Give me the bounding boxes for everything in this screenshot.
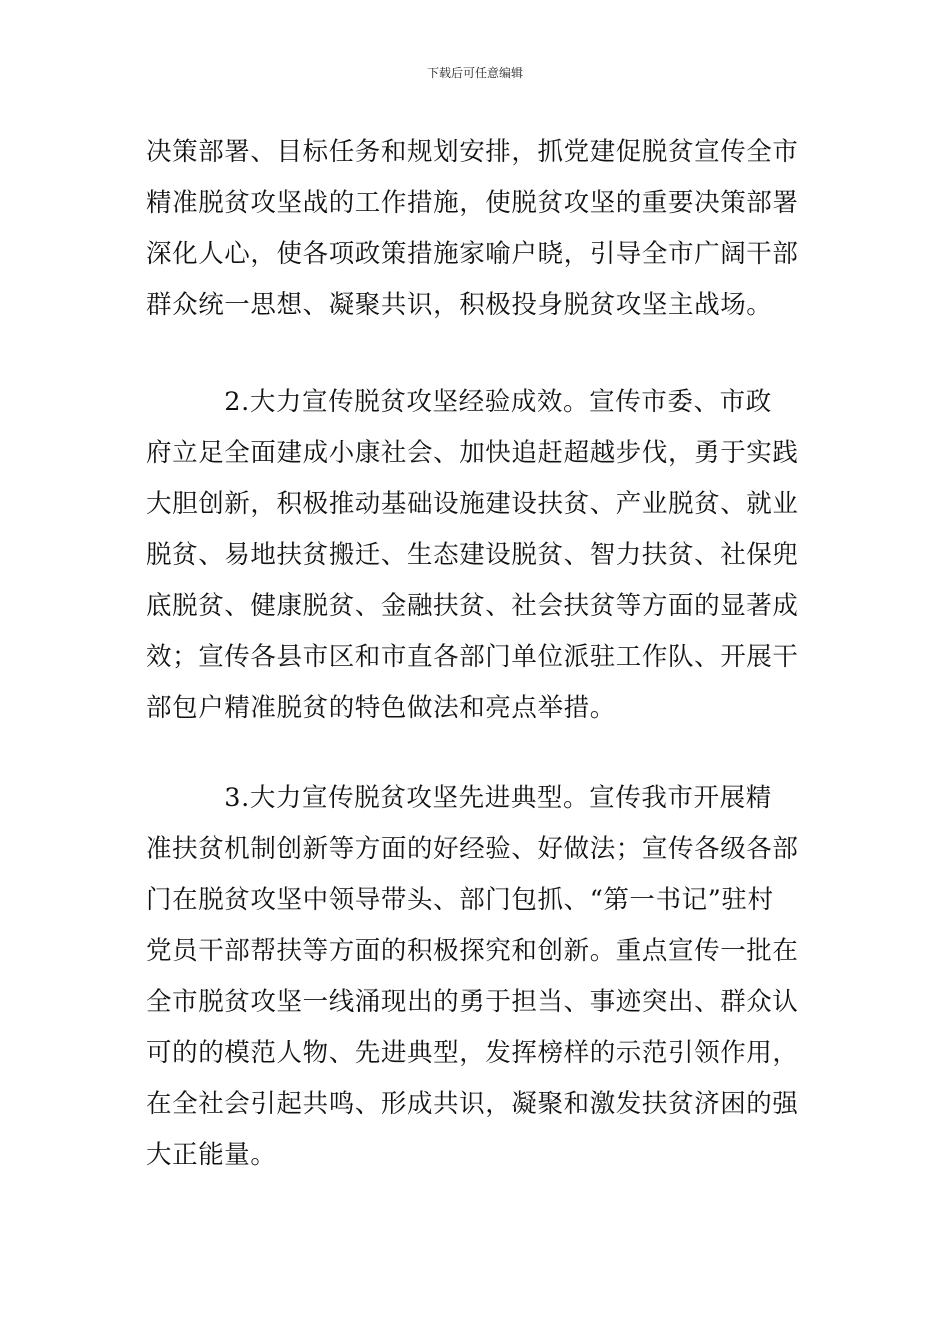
text-line: 效；宣传各县市区和市直各部门单位派驻工作队、开展干 xyxy=(146,642,799,672)
text-line: 2.大力宣传脱贫攻坚经验成效。宣传市委、市政 xyxy=(146,387,772,417)
paragraph-3 xyxy=(146,773,808,1181)
text-line: 3.大力宣传脱贫攻坚先进典型。宣传我市开展精 xyxy=(146,783,772,813)
text-line: 深化人心，使各项政策措施家喻户晓，引导全市广阔干部 xyxy=(146,239,799,269)
text-line: 决策部署、目标任务和规划安排，抓党建促脱贫宣传全市 xyxy=(146,137,799,167)
text-line: 党员干部帮扶等方面的积极探究和创新。重点宣传一批在 xyxy=(146,936,799,966)
text-line: 部包户精准脱贫的特色做法和亮点举措。 xyxy=(146,693,616,723)
text-line: 全市脱贫攻坚一线涌现出的勇于担当、事迹突出、群众认 xyxy=(146,987,799,1017)
text-line: 准扶贫机制创新等方面的好经验、好做法；宣传各级各部 xyxy=(146,834,799,864)
paragraph-1 xyxy=(146,127,808,331)
text-line: 可的的模范人物、先进典型，发挥榜样的示范引领作用， xyxy=(146,1038,799,1068)
text-line: 府立足全面建成小康社会、加快追赶超越步伐，勇于实践 xyxy=(146,438,799,468)
text-line: 精准脱贫攻坚战的工作措施，使脱贫攻坚的重要决策部署 xyxy=(146,188,799,218)
text-line: 脱贫、易地扶贫搬迁、生态建设脱贫、智力扶贫、社保兜 xyxy=(146,540,799,570)
text-line: 底脱贫、健康脱贫、金融扶贫、社会扶贫等方面的显著成 xyxy=(146,591,799,621)
text-line: 在全社会引起共鸣、形成共识，凝聚和激发扶贫济困的强 xyxy=(146,1089,799,1119)
text-line: 门在脱贫攻坚中领导带头、部门包抓、“第一书记”驻村 xyxy=(146,885,774,915)
page-header: 下载后可任意编辑 xyxy=(426,66,523,80)
text-line: 大正能量。 xyxy=(146,1140,277,1170)
text-line: 大胆创新，积极推动基础设施建设扶贫、产业脱贫、就业 xyxy=(146,489,799,519)
paragraph-2 xyxy=(146,377,808,734)
text-line: 群众统一思想、凝聚共识，积极投身脱贫攻坚主战场。 xyxy=(146,290,773,320)
